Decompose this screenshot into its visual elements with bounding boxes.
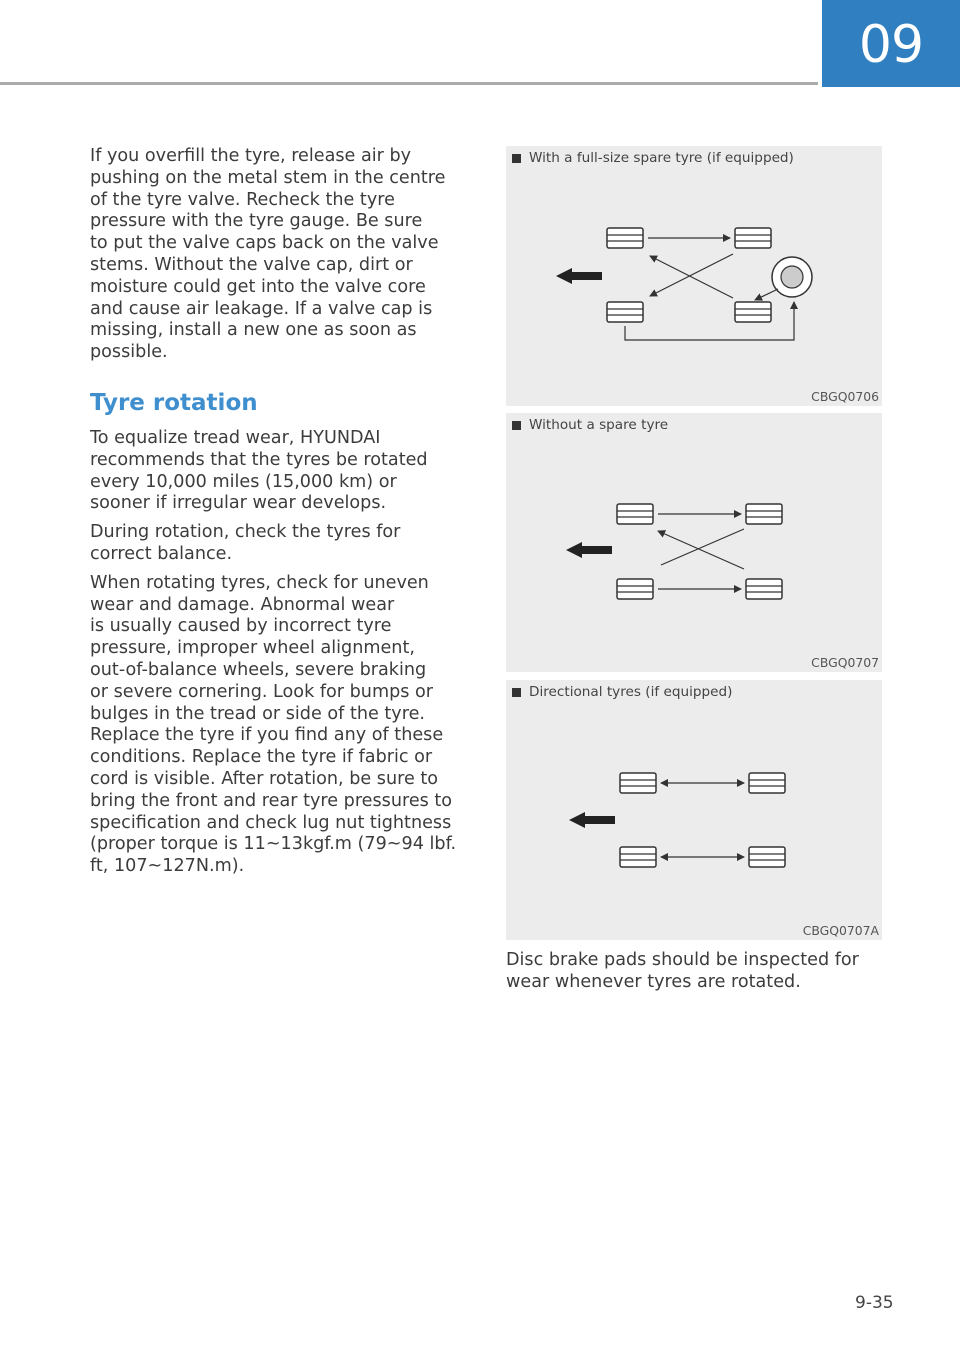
- figure-directional: [506, 680, 882, 940]
- tyre-front-right-icon: [746, 504, 782, 524]
- tyre-rear-right-icon: [746, 579, 782, 599]
- spare-tyre-icon: [772, 257, 812, 297]
- rotation-diagram-directional: [506, 680, 882, 940]
- tyre-rear-right-icon: [735, 302, 771, 322]
- brake-pads-paragraph: Disc brake pads should be inspected for wear whenever tyres are rotated.: [506, 950, 859, 992]
- tyre-rear-left-icon: [617, 579, 653, 599]
- rotation-paragraph-1: To equalize tread wear, HYUNDAI recommends that the tyres be rotated every 10,000 miles (15,000 km) or sooner if irregular wear develops.: [90, 427, 428, 514]
- figure-title: Directional tyres (if equipped): [512, 684, 732, 700]
- front-direction-arrow-icon: [569, 812, 615, 828]
- figure-code: CBGQ0706: [811, 389, 879, 404]
- rotation-diagram-spare: [506, 146, 882, 406]
- figure-code: CBGQ0707: [811, 655, 879, 670]
- figure-title: With a full-size spare tyre (if equipped): [512, 150, 794, 166]
- tyre-rear-left-icon: [607, 302, 643, 322]
- tyre-rear-left-icon: [620, 847, 656, 867]
- page-number: 9-35: [855, 1293, 894, 1313]
- tyre-front-left-icon: [607, 228, 643, 248]
- tyre-front-right-icon: [749, 773, 785, 793]
- tyre-front-left-icon: [617, 504, 653, 524]
- square-bullet-icon: [512, 688, 521, 697]
- chapter-tab: 09: [822, 0, 960, 87]
- square-bullet-icon: [512, 154, 521, 163]
- tyre-front-left-icon: [620, 773, 656, 793]
- figure-title: Without a spare tyre: [512, 417, 668, 433]
- rotation-paragraph-3: When rotating tyres, check for uneven wear and damage. Abnormal wear is usually caused by incorrect tyre pressure, improper wheel alignment, out-of-balance wheels, severe braking or severe cornering. Look for bumps or bulges in the tread or side of the tyre. Replace the tyre if you find any of these conditions. Replace the tyre if fabric or cord is visible. After rotation, be sure to bring the front and rear tyre pressures to specification and check lug nut tightness (proper torque is 11~13kgf.m (79~94 lbf. ft, 107~127N.m).: [90, 572, 457, 877]
- rotation-paragraph-2: During rotation, check the tyres for correct balance.: [90, 522, 401, 564]
- figure-no-spare: [506, 413, 882, 672]
- rotation-diagram-no-spare: [506, 413, 882, 672]
- intro-paragraph: If you overfill the tyre, release air by pushing on the metal stem in the centre of the tyre valve. Recheck the tyre pressure with the tyre gauge. Be sure to put the valve caps back on the valve stems. Without the valve cap, dirt or moisture could get into the valve core and cause air leakage. If a valve cap is missing, install a new one as soon as possible.: [90, 146, 446, 363]
- section-title: Tyre rotation: [90, 389, 258, 416]
- front-direction-arrow-icon: [556, 268, 602, 284]
- tyre-front-right-icon: [735, 228, 771, 248]
- figure-full-size-spare: [506, 146, 882, 406]
- header-rule: [0, 82, 818, 85]
- left-column: [90, 146, 470, 885]
- tyre-rear-right-icon: [749, 847, 785, 867]
- figure-code: CBGQ0707A: [802, 923, 879, 938]
- square-bullet-icon: [512, 421, 521, 430]
- front-direction-arrow-icon: [566, 542, 612, 558]
